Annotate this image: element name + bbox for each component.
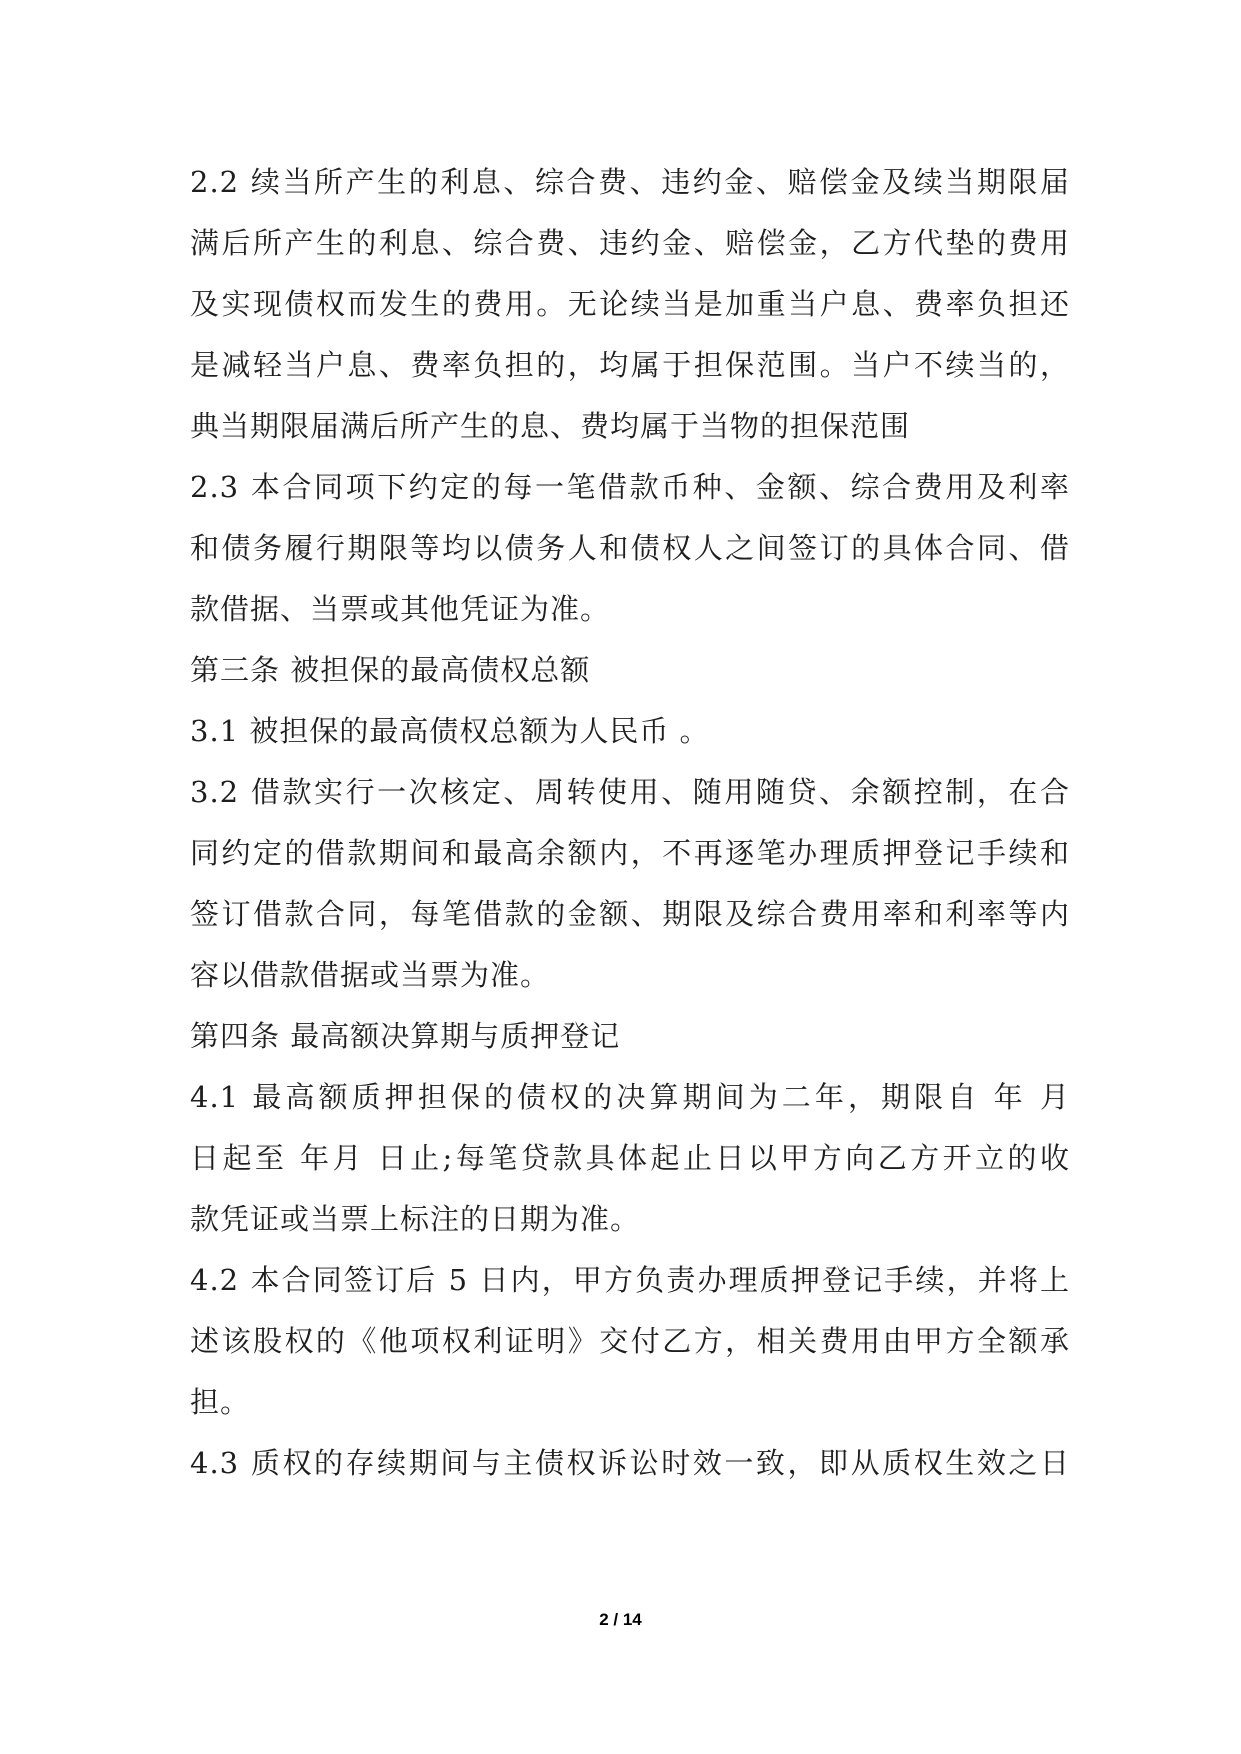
document-body — [190, 152, 1070, 1494]
text-line: 4.2 本合同签订后 5 日内，甲方负责办理质押登记手续，并将上 — [190, 1263, 1070, 1297]
text-line: 款借据、当票或其他凭证为准。 — [190, 592, 611, 626]
text-line: 2.2 续当所产生的利息、综合费、违约金、赔偿金及续当期限届 — [190, 165, 1070, 199]
section-heading: 第四条 最高额决算期与质押登记 — [190, 1019, 621, 1053]
text-line: 3.2 借款实行一次核定、周转使用、随用随贷、余额控制，在合 — [190, 775, 1070, 809]
text-line: 满后所产生的利息、综合费、违约金、赔偿金，乙方代垫的费用 — [190, 226, 1070, 260]
text-line: 签订借款合同，每笔借款的金额、期限及综合费用率和利率等内 — [190, 897, 1070, 931]
page-number: 2 / 14 — [599, 1610, 642, 1629]
text-line: 是减轻当户息、费率负担的，均属于担保范围。当户不续当的， — [190, 348, 1070, 382]
text-line: 典当期限届满后所产生的息、费均属于当物的担保范围 — [190, 409, 911, 443]
text-line: 和债务履行期限等均以债务人和债权人之间签订的具体合同、借 — [190, 531, 1070, 565]
text-line: 3.1 被担保的最高债权总额为人民币 。 — [190, 714, 710, 748]
text-line: 及实现债权而发生的费用。无论续当是加重当户息、费率负担还 — [190, 287, 1070, 321]
text-line: 容以借款借据或当票为准。 — [190, 958, 551, 992]
text-line: 担。 — [190, 1385, 251, 1419]
text-line: 日起至 年月 日止;每笔贷款具体起止日以甲方向乙方开立的收 — [190, 1141, 1070, 1175]
text-line: 述该股权的《他项权利证明》交付乙方，相关费用由甲方全额承 — [190, 1324, 1070, 1358]
text-line: 款凭证或当票上标注的日期为准。 — [190, 1202, 641, 1236]
text-line: 4.3 质权的存续期间与主债权诉讼时效一致，即从质权生效之日 — [190, 1446, 1070, 1480]
section-heading: 第三条 被担保的最高债权总额 — [190, 653, 591, 687]
text-line: 同约定的借款期间和最高余额内，不再逐笔办理质押登记手续和 — [190, 836, 1070, 870]
text-line: 2.3 本合同项下约定的每一笔借款币种、金额、综合费用及利率 — [190, 470, 1070, 504]
text-line: 4.1 最高额质押担保的债权的决算期间为二年，期限自 年 月 — [190, 1080, 1070, 1114]
